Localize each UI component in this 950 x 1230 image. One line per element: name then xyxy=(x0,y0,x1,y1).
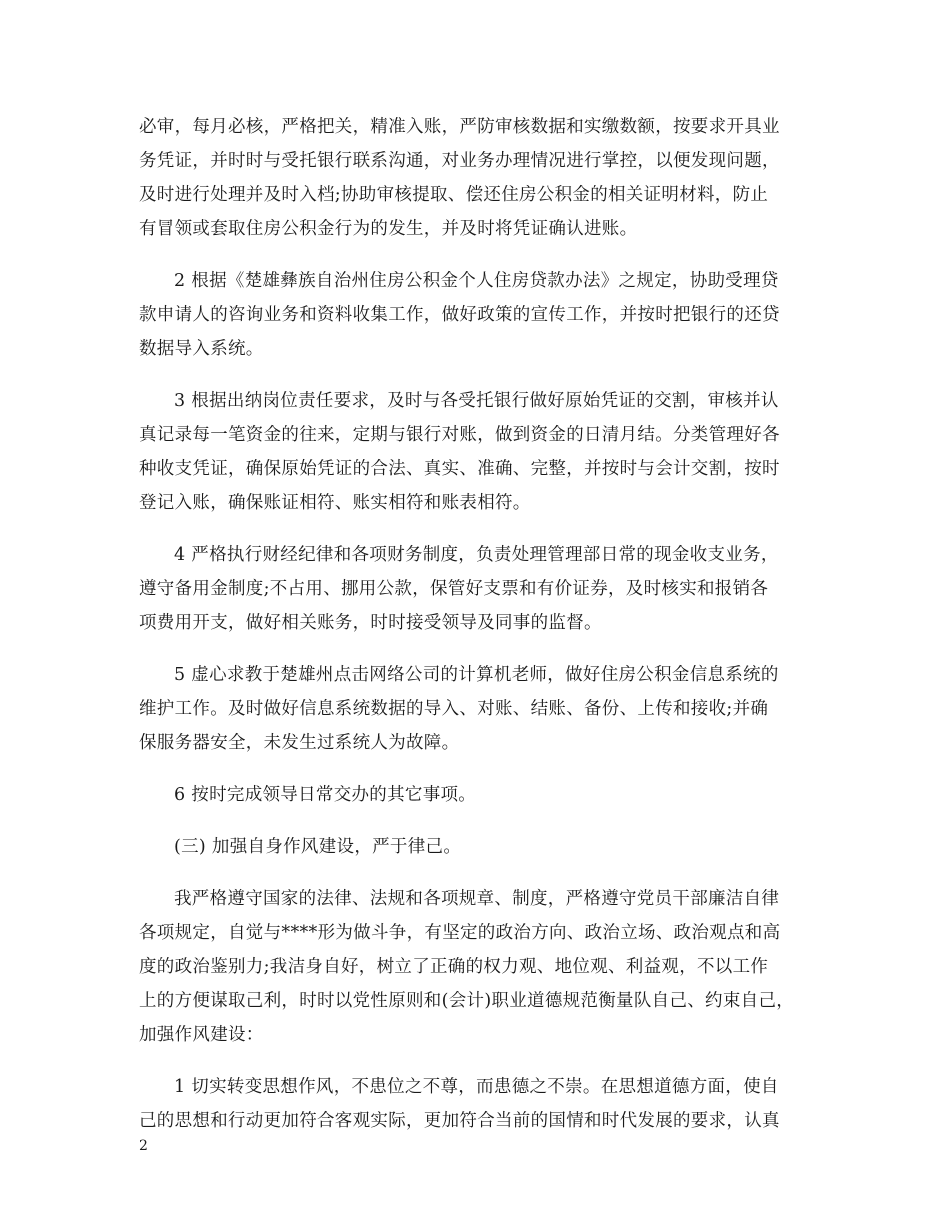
text-line: 2 根据《楚雄彝族自治州住房公积金个人住房贷款办法》之规定，协助受理贷 xyxy=(174,271,779,291)
text-line: 我严格遵守国家的法律、法规和各项规章、制度，严格遵守党员干部廉洁自律 xyxy=(174,889,780,909)
text-line: 5 虚心求教于楚雄州点击网络公司的计算机老师，做好住房公积金信息系统的 xyxy=(174,665,779,685)
text-line: 登记入账，确保账证相符、账实相符和账表相符。 xyxy=(139,493,531,513)
text-line: 种收支凭证，确保原始凭证的合法、真实、准确、完整，并按时与会计交割，按时 xyxy=(139,459,780,479)
text-line: 度的政治鉴别力;我洁身自好，树立了正确的权力观、地位观、利益观，不以工作 xyxy=(139,957,769,977)
text-line: 己的思想和行动更加符合客观实际，更加符合当前的国情和时代发展的要求，认真 xyxy=(139,1111,780,1131)
text-line: 维护工作。及时做好信息系统数据的导入、对账、结账、备份、上传和接收;并确 xyxy=(139,699,769,719)
text-line: 上的方便谋取己利，时时以党性原则和(会计)职业道德规范衡量队自己、约束自己， xyxy=(139,991,795,1011)
page-number: 2 xyxy=(139,1138,148,1154)
text-line: 款申请人的咨询业务和资料收集工作，做好政策的宣传工作，并按时把银行的还贷 xyxy=(139,305,780,325)
text-line: 各项规定，自觉与****形为做斗争，有坚定的政治方向、政治立场、政治观点和高 xyxy=(139,923,781,943)
text-line: 及时进行处理并及时入档;协助审核提取、偿还住房公积金的相关证明材料，防止 xyxy=(139,185,769,205)
text-line: 必审，每月必核，严格把关，精准入账，严防审核数据和实缴数额，按要求开具业 xyxy=(139,117,780,137)
text-line: 项费用开支，做好相关账务，时时接受领导及同事的监督。 xyxy=(139,613,602,633)
text-line: 务凭证，并时时与受托银行联系沟通，对业务办理情况进行掌控，以便发现问题， xyxy=(139,151,780,171)
text-line: 真记录每一笔资金的往来，定期与银行对账，做到资金的日清月结。分类管理好各 xyxy=(139,425,780,445)
text-line: 遵守备用金制度;不占用、挪用公款，保管好支票和有价证券，及时核实和报销各 xyxy=(139,579,769,599)
text-line: (三) 加强自身作风建设，严于律己。 xyxy=(174,837,462,857)
text-line: 4 严格执行财经纪律和各项财务制度，负责处理管理部日常的现金收支业务， xyxy=(174,545,779,565)
text-line: 保服务器安全，未发生过系统人为故障。 xyxy=(139,733,460,753)
text-line: 加强作风建设： xyxy=(139,1025,264,1045)
text-line: 1 切实转变思想作风，不患位之不尊，而患德之不崇。在思想道德方面，使自 xyxy=(174,1077,779,1097)
text-line: 数据导入系统。 xyxy=(139,339,264,359)
text-line: 6 按时完成领导日常交办的其它事项。 xyxy=(174,785,477,805)
text-line: 有冒领或套取住房公积金行为的发生，并及时将凭证确认进账。 xyxy=(139,219,638,239)
text-line: 3 根据出纳岗位责任要求，及时与各受托银行做好原始凭证的交割，审核并认 xyxy=(174,391,779,411)
